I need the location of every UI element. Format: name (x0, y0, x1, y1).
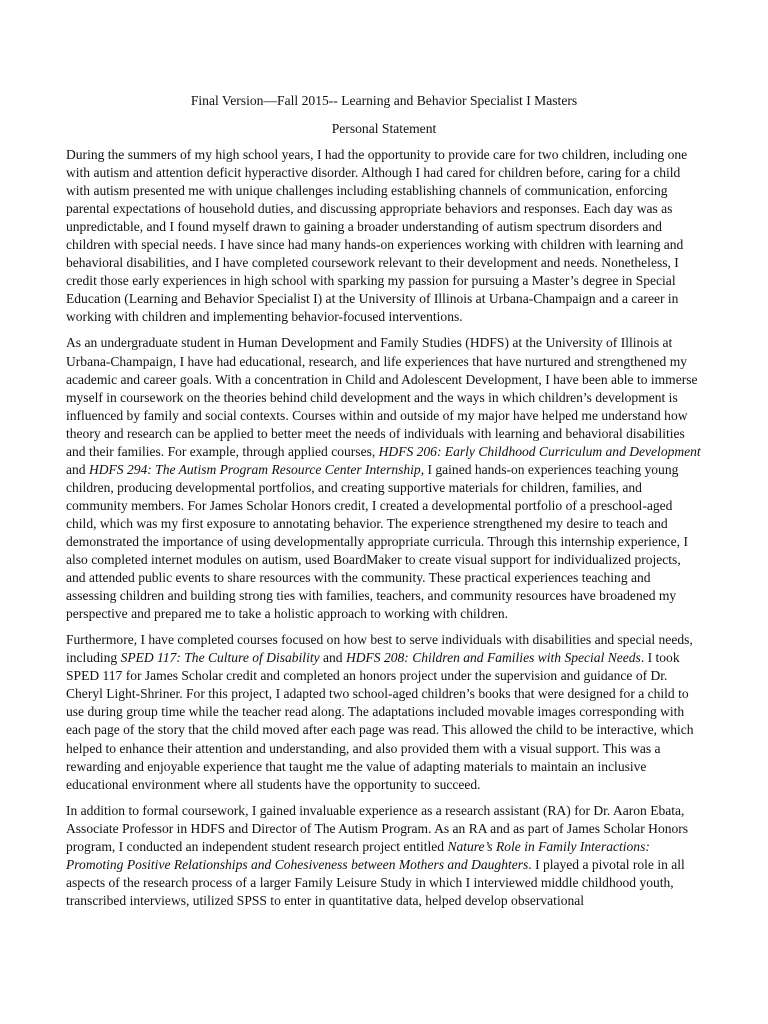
paragraph-text: Furthermore, I have completed courses focused on how best to serve individuals with disabilities and special needs, including (66, 632, 693, 666)
paragraph-3 (66, 631, 702, 793)
research-project-title: Nature’s Role in Family Interactions: Promoting Positive Relationships and Cohesiveness between Mothers and Daughters (66, 838, 650, 872)
paragraph-1 (66, 146, 702, 326)
paragraph-text: . I took SPED 117 for James Scholar credit and completed an honors project under the supervision and guidance of Dr. Cheryl Light-Shriner. For this project, I adapted two school-aged children’s books that were designed for a child to use during group time while the teacher read along. The adaptations included movable images corresponding with each page of the story that the child moved after each page was read. This allowed the child to be interactive, which helped to enhance their attention and understanding, and also provided them with a visual support. This was a rewarding and enjoyable experience that taught me the value of adapting materials to maintain an inclusive educational environment where all students have the opportunity to succeed. (66, 650, 694, 792)
course-title-hdfs-208: HDFS 208: Children and Families with Special Needs (345, 650, 641, 666)
paragraph-text: . I played a pivotal role in all aspects of the research process of a larger Family Leisure Study in which I interviewed middle childhood youth, transcribed interviews, utilized SPSS to enter in quantitative data, helped develop observational (66, 856, 685, 908)
paragraph-text: In addition to formal coursework, I gained invaluable experience as a research assistant (RA) for Dr. Aaron Ebata, Associate Professor in HDFS and Director of The Autism Program. As an RA and as part of James Scholar Honors program, I conducted an independent student research project entitled (66, 802, 689, 854)
paragraph-text: , I gained hands-on experiences teaching young children, producing developmental portfolios, and creating supportive materials for children, families, and community members. For James Scholar Honors credit, I created a developmental portfolio of a preschool-aged child, which was my first exposure to annotating behavior. The experience strengthened my desire to teach and demonstrated the importance of using developmentally appropriate curricula. Through this internship experience, I also completed internet modules on autism, used BoardMaker to create visual support for individualized projects, and attended public events to share resources with the community. These practical experiences teaching and assessing children and building strong ties with families, teachers, and community resources have broadened my perspective and prepared me to take a holistic approach to working with children. (66, 461, 688, 622)
paragraph-text: During the summers of my high school years, I had the opportunity to provide care for two children, including one with autism and attention deficit hyperactive disorder. Although I had cared for children before, caring for a child with autism presented me with unique challenges including establishing channels of communication, enforcing parental expectations of household duties, and discussing appropriate behaviors and responses. Each day was as unpredictable, and I found myself drawn to gaining a broader understanding of autism spectrum disorders and children with special needs. I have since had many hands-on experiences working with children with learning and behavioral disabilities, and I have completed coursework relevant to their development and needs. Nonetheless, I credit those early experiences in high school with sparking my passion for pursuing a Master’s degree in Special Education (Learning and Behavior Specialist I) at the University of Illinois at Urbana-Champaign and a career in working with children and implementing behavior-focused interventions. (66, 147, 688, 325)
document-subtitle: Personal Statement (331, 121, 437, 136)
paragraph-text: and (319, 650, 346, 666)
paragraph-text: and (66, 461, 89, 477)
document-title: Final Version—Fall 2015-- Learning and Behavior Specialist I Masters (190, 93, 578, 108)
course-title-hdfs-294: HDFS 294: The Autism Program Resource Center Internship (88, 461, 421, 477)
course-title-sped-117: SPED 117: The Culture of Disability (120, 650, 320, 666)
paragraph-2 (66, 334, 702, 623)
course-title-hdfs-206: HDFS 206: Early Childhood Curriculum and Development (378, 443, 701, 459)
paragraph-text: As an undergraduate student in Human Development and Family Studies (HDFS) at the University of Illinois at Urbana-Champaign, I have had educational, research, and life experiences that have nurtured and strengthened my academic and career goals. With a concentration in Child and Adolescent Development, I have been able to immerse myself in coursework on the theories behind child development and the ways in which children’s development is influenced by family and social contexts. Courses within and outside of my major have helped me understand how theory and research can be applied to better meet the needs of individuals with learning and behavioral disabilities and their families. For example, through applied courses, (66, 335, 698, 459)
paragraph-4 (66, 802, 702, 910)
